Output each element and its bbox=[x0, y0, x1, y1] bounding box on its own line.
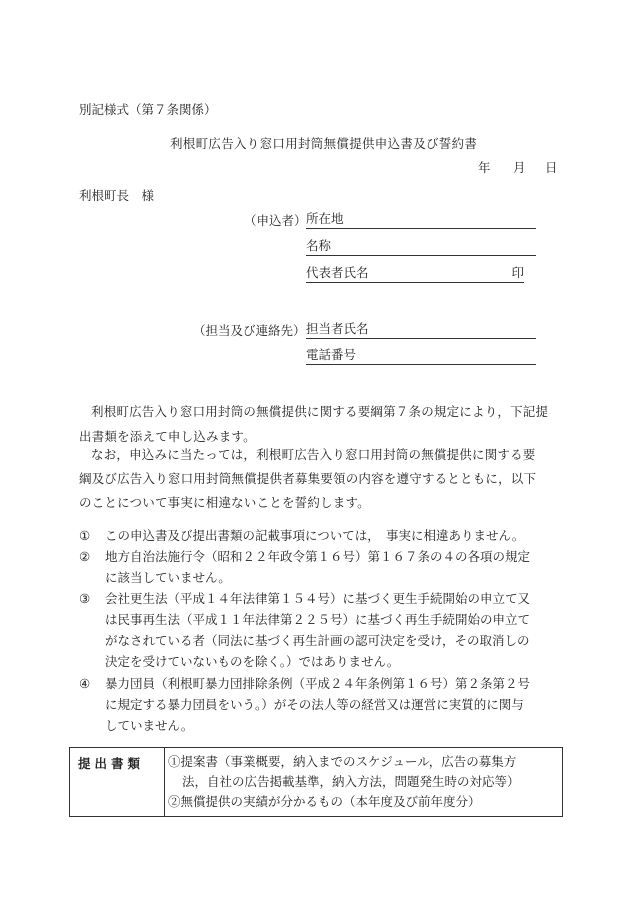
application-paragraph bbox=[79, 399, 559, 449]
pledge-paragraph bbox=[79, 443, 559, 515]
pledge-line: 決定を受けていないものを除く。）ではありません。 bbox=[105, 654, 400, 669]
paragraph-line: のことについて事実に相違ないことを誓約します。 bbox=[79, 495, 370, 510]
contact-person-field[interactable] bbox=[306, 319, 536, 339]
company-name-label: 名称 bbox=[306, 238, 332, 253]
pledge-number: ① bbox=[79, 528, 91, 543]
phone-label: 電話番号 bbox=[306, 347, 357, 362]
pledge-line: は民事再生法（平成１１年法律第２２５号）に基づく再生手続開始の申立て bbox=[105, 612, 531, 627]
document-item-2: ②無償提供の実績が分かるもの（本年度及び前年度分） bbox=[168, 794, 481, 809]
applicant-label: （申込者） bbox=[244, 213, 307, 228]
documents-label-cell bbox=[70, 748, 165, 816]
pledge-number: ④ bbox=[79, 676, 91, 691]
company-name-field[interactable] bbox=[306, 236, 536, 256]
representative-label: 代表者氏名 bbox=[306, 265, 369, 280]
document-item-1: ①提案書（事業概要，納入までのスケジュール，広告の募集方 bbox=[168, 754, 517, 769]
pledge-line: していません。 bbox=[105, 718, 194, 733]
phone-field[interactable] bbox=[306, 345, 536, 365]
address-label: 所在地 bbox=[306, 211, 344, 226]
pledge-line: この申込書及び提出書類の記載事項については， 事実に相違ありません。 bbox=[105, 528, 525, 543]
document-item-1-continued: 法，自社の広告掲載基準，納入方法，問題発生時の対応等） bbox=[182, 774, 520, 789]
documents-label: 提出書類 bbox=[78, 756, 145, 771]
pledge-line: に該当していません。 bbox=[105, 570, 231, 585]
date-month: 月 bbox=[513, 160, 526, 175]
form-reference: 別記様式（第７条関係） bbox=[79, 102, 217, 117]
pledge-line: 会社更生法（平成１４年法律第１５４号）に基づく更生手続開始の申立て又 bbox=[105, 591, 531, 606]
address-field[interactable] bbox=[306, 209, 536, 229]
paragraph-line: なお，申込みに当たっては，利根町広告入り窓口用封筒の無償提供に関する要 bbox=[91, 447, 536, 462]
documents-content-cell bbox=[168, 748, 562, 816]
addressee: 利根町長 様 bbox=[79, 188, 155, 203]
paragraph-line: 出書類を添えて申し込みます。 bbox=[79, 429, 256, 444]
pledge-line: がなされている者（同法に基づく再生計画の認可決定を受け，その取消しの bbox=[105, 633, 530, 648]
submission-documents-table bbox=[69, 747, 563, 817]
paragraph-line: 利根町広告入り窓口用封筒の無償提供に関する要綱第７条の規定により，下記提 bbox=[91, 404, 549, 419]
pledge-line: 地方自治法施行令（昭和２２年政令第１６号）第１６７条の４の各項の規定 bbox=[105, 549, 531, 564]
date-year: 年 bbox=[478, 160, 491, 175]
pledge-number: ③ bbox=[79, 591, 91, 606]
pledge-line: 暴力団員（利根町暴力団排除条例（平成２４年条例第１６号）第２条第２号 bbox=[105, 676, 531, 691]
pledge-line: に規定する暴力団員をいう。）がその法人等の経営又は運営に実質的に関与 bbox=[105, 697, 524, 712]
paragraph-line: 綱及び広告入り窓口用封筒無償提供者募集要領の内容を遵守するとともに，以下 bbox=[79, 471, 537, 486]
pledge-number: ② bbox=[79, 549, 91, 564]
representative-field[interactable] bbox=[306, 263, 524, 283]
contact-person-label: 担当者氏名 bbox=[306, 321, 369, 336]
date-day: 日 bbox=[545, 160, 558, 175]
seal-mark: 印 bbox=[511, 265, 524, 280]
document-title: 利根町広告入り窓口用封筒無償提供申込書及び誓約書 bbox=[170, 136, 478, 151]
contact-label: （担当及び連絡先） bbox=[193, 323, 306, 338]
